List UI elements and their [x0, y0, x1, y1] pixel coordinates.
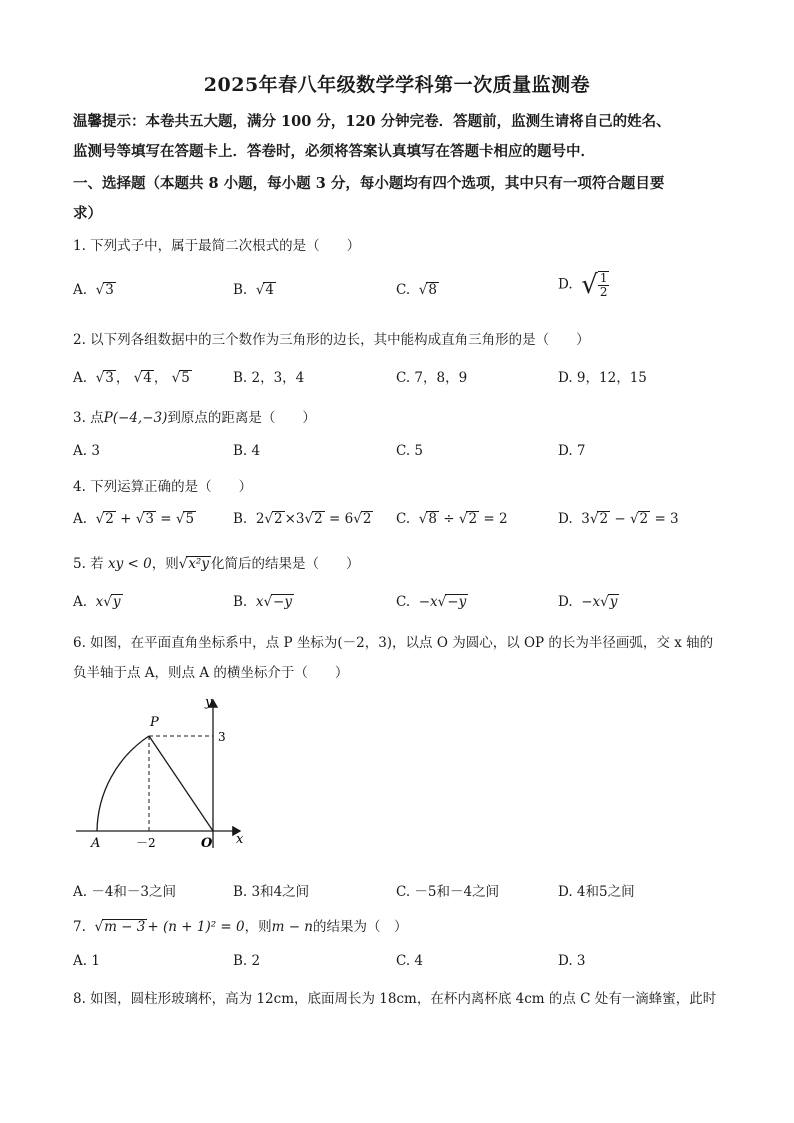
q1-option-c: C. √8	[396, 282, 437, 298]
q7-option-a: A. 1	[73, 953, 100, 969]
radical-icon: √	[418, 511, 428, 527]
q4-stem: 4. 下列运算正确的是（ ）	[73, 479, 253, 495]
radical-icon: √	[175, 511, 185, 527]
radical-icon: √	[95, 511, 105, 527]
radical-icon: √	[629, 511, 639, 527]
q6-coordinate-figure	[70, 690, 260, 860]
section-1-heading-line-2: 求）	[73, 205, 102, 222]
q3-option-d: D. 7	[558, 443, 586, 459]
radical-icon: √	[263, 594, 273, 610]
q4-option-d: D. 3√2 − √2 = 3	[558, 511, 679, 527]
radical-icon: √	[255, 282, 265, 298]
q6-option-c: C. －5和－4之间	[396, 884, 500, 900]
radical-icon: √	[600, 594, 609, 610]
q3-option-a: A. 3	[73, 443, 100, 459]
q2-option-c: C. 7，8，9	[396, 370, 468, 386]
radical-icon: √	[103, 594, 112, 610]
q5-option-b: B. x√−y	[233, 594, 292, 610]
q6-option-b: B. 3和4之间	[233, 884, 310, 900]
exam-title: 2025年春八年级数学学科第一次质量监测卷	[203, 74, 591, 96]
q2-option-d: D. 9，12，15	[558, 370, 647, 386]
radical-icon: √	[458, 511, 468, 527]
q3-stem: 3. 点P(−4,−3)到原点的距离是（ ）	[73, 410, 316, 426]
q5-option-a: A. x√y	[73, 594, 121, 610]
radical-icon: √	[581, 270, 598, 300]
radical-icon: √	[178, 556, 188, 572]
segment-op	[149, 736, 213, 831]
q4-option-b: B. 2√2 ×3√2 = 6√2	[233, 511, 372, 527]
q2-option-a: A. √3 ， √4 ， √5	[73, 370, 190, 386]
arc	[97, 736, 149, 831]
radical-icon: √	[437, 594, 447, 610]
q6-stem-line-2: 负半轴于点 A，则点 A 的横坐标介于（ ）	[73, 665, 349, 681]
label-x: x	[236, 832, 244, 847]
q8-stem-line-1: 8. 如图，圆柱形玻璃杯，高为 12cm，底面周长为 18cm，在杯内离杯底 4cm 的点 C 处有一滴蜂蜜，此时	[73, 991, 717, 1007]
q1-option-d: D. √ $\frac{1}{2}$	[558, 270, 608, 300]
q3-option-c: C. 5	[396, 443, 424, 459]
q3-option-b: B. 4	[233, 443, 261, 459]
q4-option-a: A. √2 + √3 = √5	[73, 511, 195, 527]
fraction: $\frac{1}{2}$	[599, 271, 608, 299]
q6-option-d: D. 4和5之间	[558, 884, 635, 900]
radical-icon: √	[264, 511, 274, 527]
q1-option-b: B. √4	[233, 282, 275, 298]
radical-icon: √	[135, 511, 145, 527]
notice-line-2: 监测号等填写在答题卡上．答卷时，必须将答案认真填写在答题卡相应的题号中．	[73, 143, 595, 160]
q6-option-a: A. －4和－3之间	[73, 884, 177, 900]
label-o: O	[201, 836, 213, 851]
q5-stem: 5. 若 xy < 0，则√x²y 化简后的结果是（ ）	[73, 556, 360, 572]
q4-option-c: C. √8 ÷ √2 = 2	[396, 511, 508, 527]
q7-stem: 7. √m − 3 + (n + 1)² = 0，则m − n的结果为（ ）	[73, 919, 408, 935]
radical-icon: √	[304, 511, 314, 527]
q5-option-d: D. −x√y	[558, 594, 618, 610]
label-y: y	[205, 695, 213, 710]
radical-icon: √	[171, 370, 181, 386]
q7-option-b: B. 2	[233, 953, 261, 969]
label-a: A	[91, 836, 101, 851]
radical-icon: √	[95, 370, 105, 386]
radical-icon: √	[353, 511, 362, 527]
radical-icon: √	[418, 282, 428, 298]
radical-icon: √	[95, 282, 105, 298]
notice-line-1: 温馨提示：本卷共五大题，满分 100 分，120 分钟完卷．答题前，监测生请将自己的姓名、	[73, 113, 671, 130]
q2-option-b: B. 2，3，4	[233, 370, 305, 386]
section-1-heading-line-1: 一、选择题（本题共 8 小题，每小题 3 分，每小题均有四个选项，其中只有一项符合题目要	[73, 175, 665, 192]
q5-option-c: C. −x√−y	[396, 594, 467, 610]
radical-icon: √	[589, 511, 599, 527]
q7-option-d: D. 3	[558, 953, 586, 969]
tick-label-3: 3	[218, 730, 226, 744]
q1-option-a: A. √3	[73, 282, 114, 298]
tick-label-neg2: －2	[136, 836, 156, 850]
radical-icon: √	[94, 919, 104, 935]
q2-stem: 2. 以下列各组数据中的三个数作为三角形的边长，其中能构成直角三角形的是（ ）	[73, 332, 590, 348]
q7-option-c: C. 4	[396, 953, 424, 969]
q6-stem-line-1: 6. 如图，在平面直角坐标系中，点 P 坐标为(－2，3)，以点 O 为圆心，以 OP 的长为半径画弧，交 x 轴的	[73, 635, 714, 651]
label-p: P	[150, 715, 159, 730]
q1-stem: 1. 下列式子中，属于最简二次根式的是（ ）	[73, 238, 361, 254]
radical-icon: √	[133, 370, 143, 386]
